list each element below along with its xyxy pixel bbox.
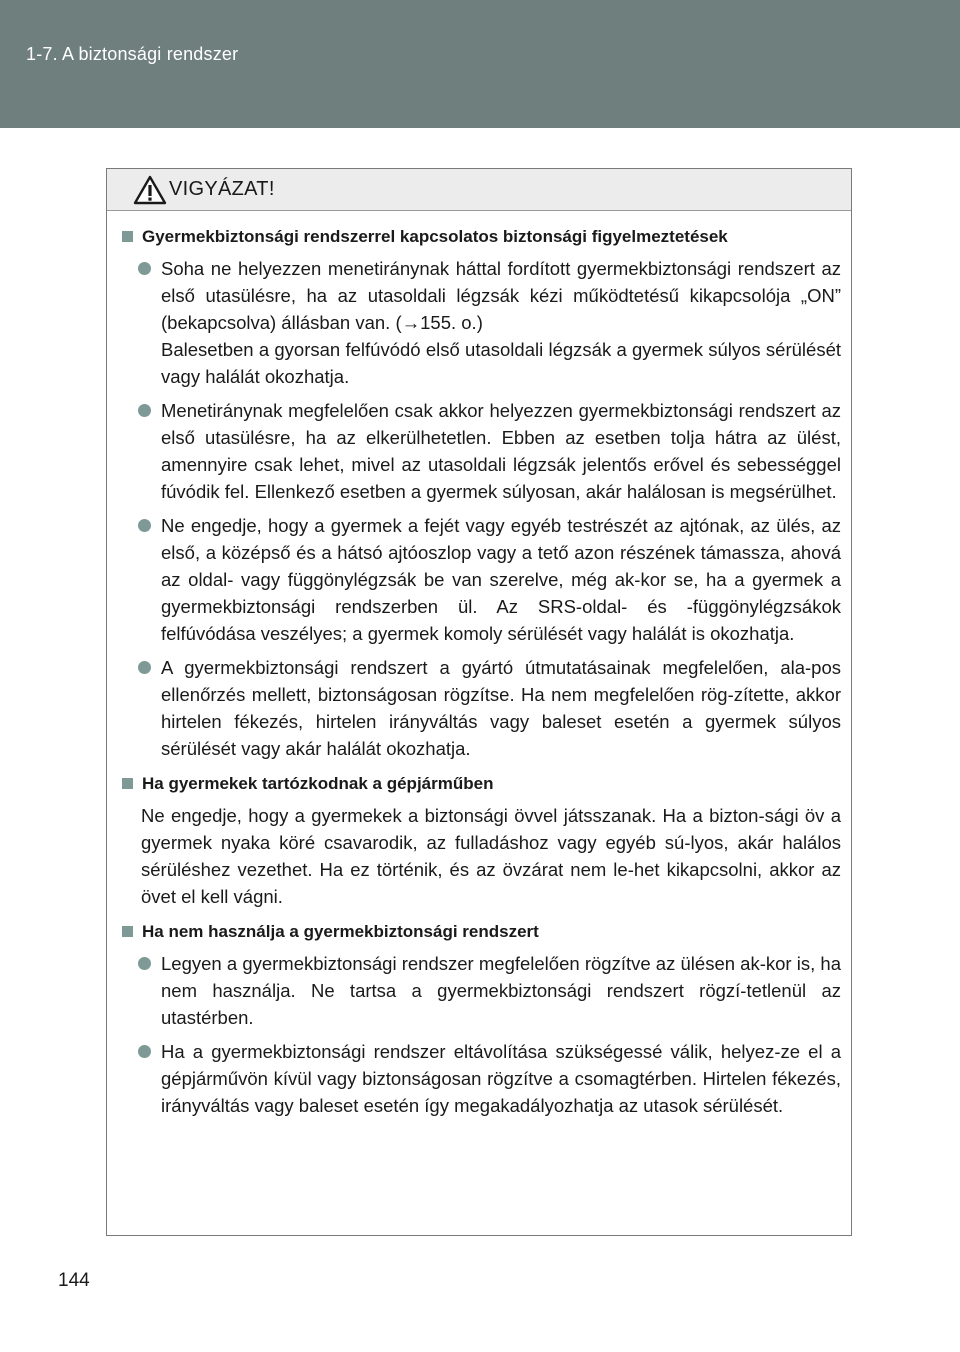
warning-title: VIGYÁZAT! [169, 178, 275, 200]
section-restraint-not-in-use [117, 918, 841, 1119]
circle-bullet-icon [138, 262, 151, 275]
circle-bullet-icon [138, 404, 151, 417]
section-child-restraint-warnings [117, 223, 841, 762]
section-heading: Ha nem használja a gyermekbiztonsági rendszert [117, 918, 841, 945]
warning-box [106, 168, 852, 1236]
bullet-text: Menetiránynak megfelelően csak akkor helyezzen gyermekbiztonsági rendszert az első utasülésre, ha az elkerülhetetlen. Ebben az esetben tolja hátra az ülést, amennyire csak lehet, mivel az utasoldali légzsák jelentős erővel és sebességgel fúvódik fel. Ellenkező esetben a gyermek súlyosan, akár halálosan is megsérülhet. [161, 400, 841, 502]
list-item [117, 950, 841, 1031]
list-item [117, 397, 841, 505]
bullet-text: A gyermekbiztonsági rendszert a gyártó útmutatásainak megfelelően, ala-pos ellenőrzés mellett, biztonságosan rögzítse. Ha nem megfelelően rög-zítette, akkor hirtelen fékezés, hirtelen irányváltás vagy baleset esetén a gyermek súlyos sérülését vagy akár halálát okozhatja. [161, 657, 841, 759]
bullet-text: Ha a gyermekbiztonsági rendszer eltávolítása szükségessé válik, helyez-ze el a gépjárművön kívül vagy biztonságosan rögzítve a csomagtérben. Hirtelen fékezés, irányváltás vagy baleset esetén így megakadályozhatja az utasok sérülését. [161, 1041, 841, 1116]
section-heading: Gyermekbiztonsági rendszerrel kapcsolatos biztonsági figyelmeztetések [117, 223, 841, 250]
warning-triangle-icon [133, 175, 167, 205]
bullet-text: Soha ne helyezzen menetiránynak háttal fordított gyermekbiztonsági rendszert az első utasülésre, ha az utasoldali légzsák kézi működtetésű kikapcsolója „ON” (bekapcsolva) állásban van. (→155. o.) [161, 258, 841, 333]
list-item [117, 1038, 841, 1119]
square-bullet-icon [122, 778, 133, 789]
list-item [117, 654, 841, 762]
circle-bullet-icon [138, 1045, 151, 1058]
section-heading: Ha gyermekek tartózkodnak a gépjárműben [117, 770, 841, 797]
section-children-in-vehicle [117, 770, 841, 910]
circle-bullet-icon [138, 957, 151, 970]
header-band [0, 0, 960, 128]
section-paragraph: Ne engedje, hogy a gyermekek a biztonsági övvel játsszanak. Ha a bizton-sági öv a gyermek nyaka köré csavarodik, az fulladáshoz vagy egyéb sú-lyos, akár halálos sérüléshez vezethet. Ha ez történik, és az övzárat nem le-het kikapcsolni, akkor az övet el kell vágni. [141, 805, 841, 907]
page-number: 144 [58, 1270, 90, 1291]
circle-bullet-icon [138, 519, 151, 532]
list-item [117, 255, 841, 390]
warning-header [107, 169, 851, 211]
warning-body [107, 223, 851, 1127]
bullet-text: Legyen a gyermekbiztonsági rendszer megfelelően rögzítve az ülésen ak-kor is, ha nem használja. Ne tartsa a gyermekbiztonsági rendszert rögzí-tetlenül az utastérben. [161, 953, 841, 1028]
square-bullet-icon [122, 926, 133, 937]
section-title: 1-7. A biztonsági rendszer [26, 44, 239, 64]
square-bullet-icon [122, 231, 133, 242]
bullet-extra-text: Balesetben a gyorsan felfúvódó első utasoldali légzsák a gyermek súlyos sérülését vagy halálát okozhatja. [161, 339, 841, 387]
list-item [117, 512, 841, 647]
bullet-text: Ne engedje, hogy a gyermek a fejét vagy egyéb testrészét az ajtónak, az ülés, az első, a középső és a hátsó ajtóoszlop vagy a tető azon részének támassza, ahová az oldal- vagy függönylégzsák be van szerelve, még ak-kor se, ha a gyermek a gyermekbiztonsági rendszerben ül. Az SRS-oldal- és -függönylégzsákok felfúvódása veszélyes; a gyermek komoly sérülését vagy halálát is okozhatja. [161, 515, 841, 644]
circle-bullet-icon [138, 661, 151, 674]
